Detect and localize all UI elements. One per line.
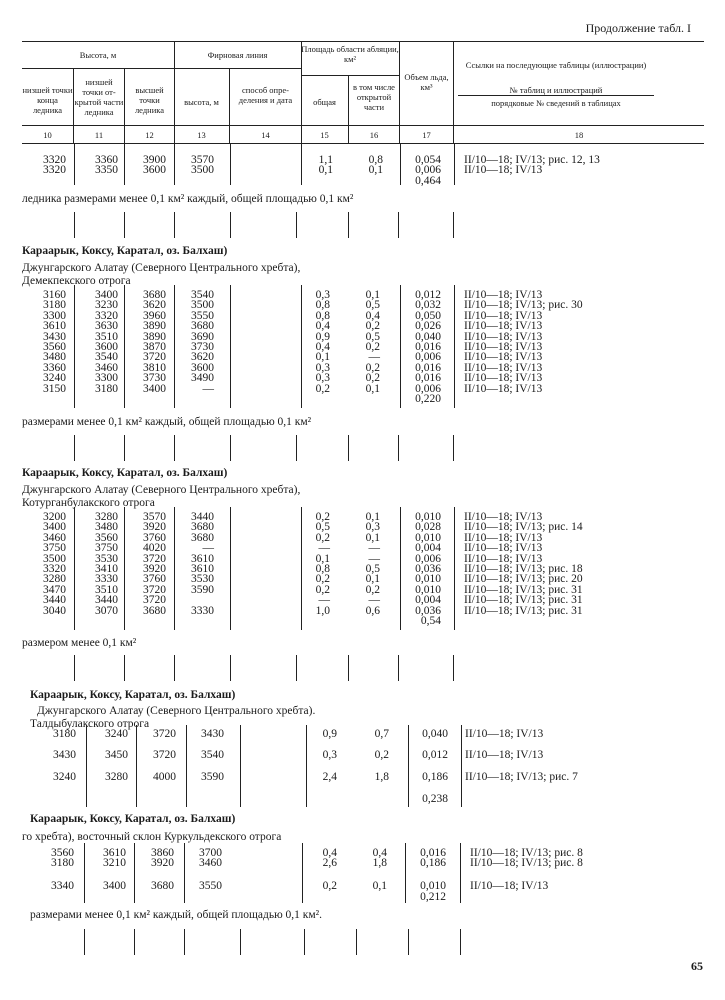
b5-col16: 0,4 1,8 <box>372 847 387 870</box>
b1-col15: 1,1 0,1 <box>318 154 333 177</box>
b4-r1-col13: 3430 <box>201 728 224 740</box>
col16-header: в том числе открытой части <box>353 82 395 112</box>
b3-col16: 0,1 0,3 0,1 — — 0,5 0,1 0,2 — 0,6 <box>365 511 380 617</box>
b4-r3-col18: II/10—18; IV/13; рис. 7 <box>465 771 578 783</box>
colnum-17: 17 <box>422 130 431 140</box>
b4-r2-col13: 3540 <box>201 749 224 761</box>
b2-note: размерами менее 0,1 км² каждый, общей площадью 0,1 км² <box>22 416 312 428</box>
b4-r1-col18: II/10—18; IV/13 <box>465 728 544 740</box>
col13-header: высота, м <box>184 97 219 107</box>
b5-col18: II/10—18; IV/13; рис. 8 II/10—18; IV/13; рис. 8 <box>470 847 583 870</box>
col10-header: низшей точки конца ледника <box>22 85 73 115</box>
b3-basin: Караарык, Коксу, Каратал, оз. Балхаш) <box>22 467 228 479</box>
b3-col12: 3570 3920 3760 4020 3720 3920 3760 3720 3720 3680 <box>143 511 166 617</box>
b4-r2-col12: 3720 <box>153 749 176 761</box>
b4-r2-col15: 0,3 <box>322 749 337 761</box>
b4-r3-col16: 1,8 <box>374 771 389 783</box>
b5-basin: Караарык, Коксу, Каратал, оз. Балхаш) <box>30 813 236 825</box>
b4-r3-col10: 3240 <box>53 771 76 783</box>
b1-col10: 3320 3320 <box>43 154 66 177</box>
colnum-10: 10 <box>43 130 52 140</box>
b3-note: размером менее 0,1 км² <box>22 637 137 649</box>
page-number: 65 <box>691 959 703 973</box>
b5-r3-col13: 3550 <box>199 880 222 892</box>
col17-header: Объем льда, км³ <box>404 72 449 92</box>
b5-col11: 3610 3210 <box>103 847 126 870</box>
b5-r3-col16: 0,1 <box>372 880 387 892</box>
b4-r1-col12: 3720 <box>153 728 176 740</box>
b4-r2-col18: II/10—18; IV/13 <box>465 749 544 761</box>
b3-ridge: Джунгарского Алатау (Северного Центрального хребта), Котурганбулакского отрога <box>22 484 301 509</box>
colnum-18: 18 <box>574 130 584 140</box>
b2-col11: 3400 3230 3320 3630 3510 3600 3540 3460 3300 3180 <box>95 289 118 395</box>
continuation-caption: Продолжение табл. I <box>585 21 691 35</box>
b4-r2-col11: 3450 <box>105 749 128 761</box>
b4-basin: Караарык, Коксу, Каратал, оз. Балхаш) <box>30 689 236 701</box>
b5-r3-col18: II/10—18; IV/13 <box>470 880 549 892</box>
col15-header: общая <box>313 97 336 107</box>
b2-ridge: Джунгарского Алатау (Северного Центрального хребта), Демекпекского отрога <box>22 262 301 287</box>
b2-col12: 3680 3620 3960 3890 3890 3870 3720 3810 3730 3400 <box>143 289 166 395</box>
b1-col18: II/10—18; IV/13; рис. 12, 13 II/10—18; IV/13 <box>464 154 600 177</box>
b4-r1-col15: 0,9 <box>322 728 337 740</box>
b5-col12: 3860 3920 <box>151 847 174 870</box>
b5-r3-col11: 3400 <box>103 880 126 892</box>
b5-col13: 3700 3460 <box>199 847 222 870</box>
b4-r3-col11: 3280 <box>105 771 128 783</box>
b4-r2-col16: 0,2 <box>374 749 389 761</box>
b2-col16: 0,1 0,5 0,4 0,2 0,5 0,2 — 0,2 0,2 0,1 <box>365 289 380 395</box>
b4-r3-col15: 2,4 <box>322 771 337 783</box>
b5-ridge: го хребта), восточный склон Куркульдекского отрога <box>22 831 282 843</box>
b5-col15: 0,4 2,6 <box>322 847 337 870</box>
b2-col15: 0,3 0,8 0,8 0,4 0,9 0,4 0,1 0,3 0,3 0,2 <box>315 289 330 395</box>
b5-total: 0,212 <box>420 891 446 903</box>
b1-col11: 3360 3350 <box>95 154 118 177</box>
b2-col10: 3160 3180 3300 3610 3430 3560 3480 3360 3240 3150 <box>43 289 66 395</box>
col11-header: низшей точки от-крытой части ледника <box>74 77 124 117</box>
ablation-group-header: Площадь области абляции, км² <box>301 44 399 64</box>
colnum-15: 15 <box>320 130 329 140</box>
b5-r3-col15: 0,2 <box>322 880 337 892</box>
firn-group-header: Фирновая линия <box>207 50 268 60</box>
b4-total: 0,238 <box>422 793 448 805</box>
refs-group-header: Ссылки на последующие таблицы (иллюстрации) <box>465 60 647 70</box>
b2-col17: 0,012 0,032 0,050 0,026 0,040 0,016 0,006 0,016 0,016 0,006 0,220 <box>415 289 441 406</box>
b1-col12: 3900 3600 <box>143 154 166 177</box>
b1-note: ледника размерами менее 0,1 км² каждый, общей площадью 0,1 км² <box>22 193 354 205</box>
b5-col17: 0,016 0,186 <box>420 847 446 870</box>
b5-col10: 3560 3180 <box>51 847 74 870</box>
b2-col18: II/10—18; IV/13 II/10—18; IV/13; рис. 30 II/10—18; IV/13 II/10—18; IV/13 II/10—18; IV/13 II/10—18; IV/13 II/10—18; IV/13 II/10—18; IV/13 II/10—18; IV/13 II/10—18; IV/13 <box>464 289 583 395</box>
col18b-header: порядковые № сведений в таблицах <box>491 98 621 108</box>
b4-r2-col10: 3430 <box>53 749 76 761</box>
b5-r3-col10: 3340 <box>51 880 74 892</box>
b3-col11: 3280 3480 3560 3750 3530 3410 3330 3510 3440 3070 <box>95 511 118 617</box>
b3-col13: 3440 3680 3680 — 3610 3610 3530 3590 3330 <box>191 511 214 617</box>
b5-r3-col12: 3680 <box>151 880 174 892</box>
col18a-header: № таблиц и иллюстраций <box>509 85 603 95</box>
b4-r3-col12: 4000 <box>153 771 176 783</box>
b1-col16: 0,8 0,1 <box>368 154 383 177</box>
b4-ridge: Джунгарского Алатау (Северного Центрального хребта). <box>37 705 316 717</box>
col12-header: высшей точки ледника <box>134 85 165 115</box>
b3-col18: II/10—18; IV/13 II/10—18; IV/13; рис. 14 II/10—18; IV/13 II/10—18; IV/13 II/10—18; IV/13 II/10—18; IV/13; рис. 18 II/10—18; IV/13; рис. 20 II/10—18; IV/13; рис. 31 II/10—18; IV/13; рис. 31 II/10—18; IV/13; рис. 31 <box>464 511 583 617</box>
b2-col13: 3540 3500 3550 3680 3690 3730 3620 3600 3490 — <box>191 289 214 395</box>
b3-col17: 0,010 0,028 0,010 0,004 0,006 0,036 0,010 0,010 0,004 0,036 0,54 <box>415 511 441 628</box>
colnum-12: 12 <box>145 130 154 140</box>
b4-r1-col10: 3180 <box>53 728 76 740</box>
b5-r3-col17: 0,010 <box>420 880 446 892</box>
b3-col15: 0,2 0,5 0,2 — 0,1 0,8 0,2 0,2 — 1,0 <box>315 511 330 617</box>
b4-r3-col17: 0,186 <box>422 771 448 783</box>
b4-spur: Талдыбулакского отрога <box>30 718 150 730</box>
b4-r3-col13: 3590 <box>201 771 224 783</box>
col14-header: способ опре-деления и дата <box>238 85 293 105</box>
b5-note: размерами менее 0,1 км² каждый, общей площадью 0,1 км². <box>30 909 322 921</box>
b4-r2-col17: 0,012 <box>422 749 448 761</box>
b4-r1-col16: 0,7 <box>374 728 389 740</box>
b2-basin: Караарык, Коксу, Каратал, оз. Балхаш) <box>22 245 228 257</box>
b1-col17: 0,054 0,006 0,464 <box>415 154 441 187</box>
colnum-13: 13 <box>197 130 206 140</box>
b4-r1-col11: 3240 <box>105 728 128 740</box>
b1-col13: 3570 3500 <box>191 154 214 177</box>
b4-r1-col17: 0,040 <box>422 728 448 740</box>
b3-col10: 3200 3400 3460 3750 3500 3320 3280 3470 3440 3040 <box>43 511 66 617</box>
colnum-14: 14 <box>261 130 270 140</box>
height-group-header: Высота, м <box>79 50 117 60</box>
colnum-16: 16 <box>369 130 379 140</box>
colnum-11: 11 <box>94 130 104 140</box>
